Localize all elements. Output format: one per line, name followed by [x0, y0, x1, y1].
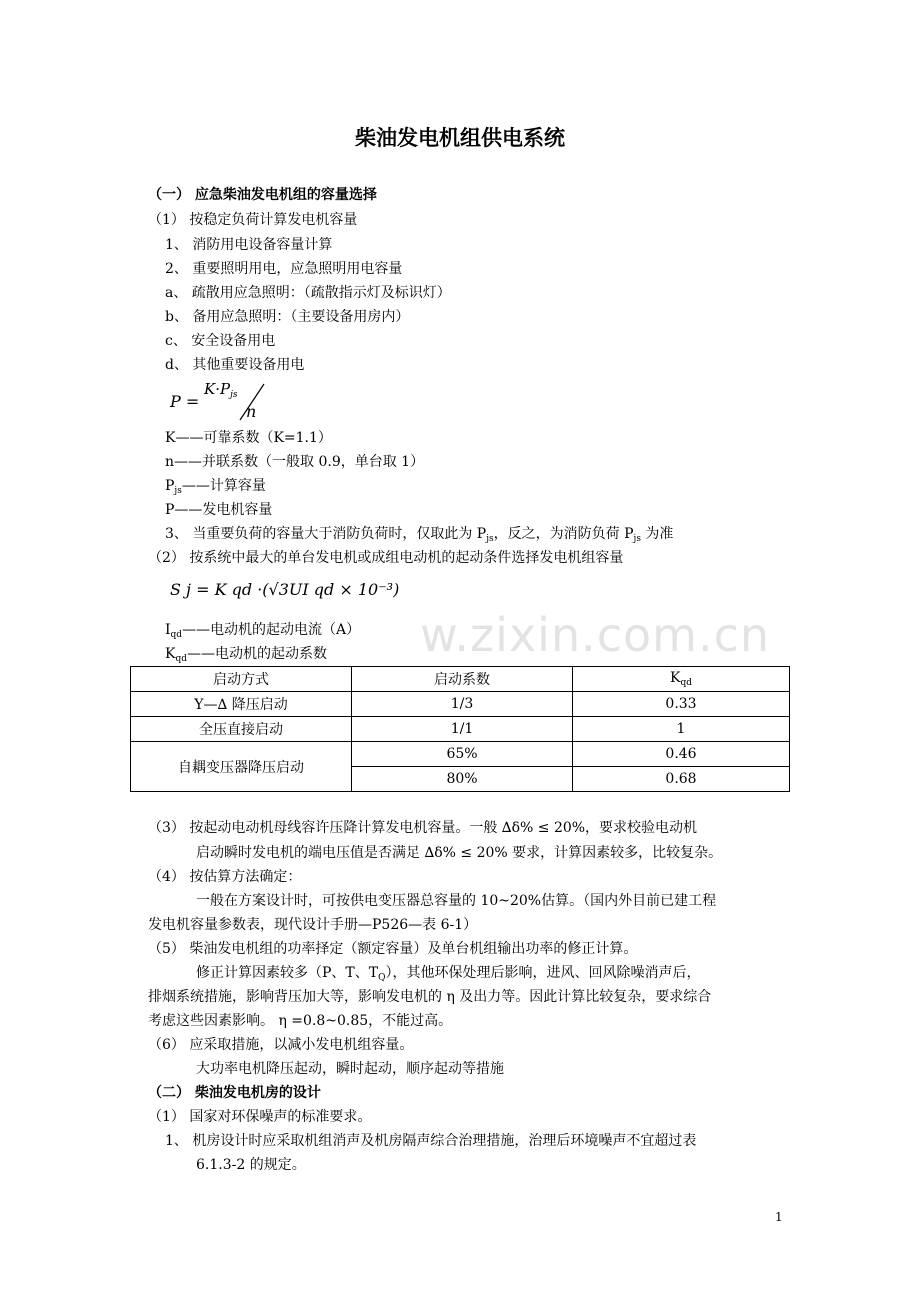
table-cell: 0.46 [573, 742, 790, 767]
item-1: 1、 消防用电设备容量计算 [165, 237, 333, 253]
iqd-definition: $I_{qd}——$电动机的起动电流（A） [165, 622, 361, 640]
table-cell: Y—∆ 降压启动 [131, 692, 352, 717]
section-1-heading: （一） 应急柴油发电机组的容量选择 [148, 187, 377, 203]
section-2-para-1: （1） 国家对环保噪声的标准要求。 [148, 1109, 372, 1125]
table-header-cell: 启动方式 [131, 667, 352, 692]
kqd-definition: $K_{qd}——$电动机的起动系数 [165, 646, 327, 664]
watermark: w.zixin.com.cn [420, 608, 771, 662]
table-cell: 0.33 [573, 692, 790, 717]
para-5-line-2: 排烟系统措施，影响背压加大等，影响发电机的 η 及出力等。因此计算比较复杂，要求综合 [148, 989, 712, 1005]
para-4-line-1: 一般在方案设计时，可按供电变压器总容量的 10~20%估算。（国内外目前已建工程 [196, 893, 717, 909]
table-cell: 1/3 [352, 692, 573, 717]
para-4-line-2: 发电机容量参数表，现代设计手册—P526—表 6-1） [148, 917, 478, 933]
section-2-item-1-line-2: 6.1.3-2 的规定。 [196, 1157, 306, 1173]
formula-start-capacity: S j = K qd ·(√3UI qd × 10⁻³) [170, 580, 400, 599]
p-definition: P——发电机容量 [165, 502, 273, 518]
para-6: （6） 应采取措施，以减小发电机组容量。 [148, 1037, 414, 1053]
para-5: （5） 柴油发电机组的功率择定（额定容量）及单台机组输出功率的修正计算。 [148, 941, 638, 957]
table-cell: 全压直接启动 [131, 717, 352, 742]
item-d: d、 其他重要设备用电 [165, 357, 305, 373]
para-3-line-1: （3） 按起动电动机母线容许压降计算发电机容量。一般 ∆δ% ≤ 20%，要求校验电动机 [148, 820, 698, 836]
item-2: 2、 重要照明用电，应急照明用电容量 [165, 261, 403, 277]
para-4: （4） 按估算方法确定： [148, 869, 302, 885]
item-3: 3、 当重要负荷的容量大于消防负荷时，仅取此为 $P_{js}$，反之，为消防负荷 $P_{js}$ 为准 [165, 526, 674, 544]
formula-power [170, 380, 280, 425]
table-cell: 1/1 [352, 717, 573, 742]
table-row [131, 742, 790, 767]
page-number: 1 [775, 1210, 783, 1224]
pjs-definition: $P_{js}——$计算容量 [165, 478, 266, 496]
item-c: c、 安全设备用电 [165, 333, 276, 349]
item-b: b、 备用应急照明：（主要设备用房内） [165, 309, 410, 325]
para-6-line-1: 大功率电机降压起动，瞬时起动，顺序起动等措施 [196, 1061, 504, 1077]
para-1: （1） 按稳定负荷计算发电机容量 [148, 212, 358, 228]
para-5-line-1: 修正计算因素较多（P、T、$T_Q$），其他环保处理后影响，进风、回风除噪消声后， [196, 965, 701, 983]
table-cell: 80% [352, 767, 573, 792]
formula-lhs: P = [170, 392, 200, 411]
table-header-row [131, 667, 790, 692]
table-cell: 0.68 [573, 767, 790, 792]
table-cell: 65% [352, 742, 573, 767]
table-cell: 1 [573, 717, 790, 742]
item-a: a、 疏散用应急照明：（疏散指示灯及标识灯） [165, 285, 451, 301]
n-definition: n——并联系数（一般取 0.9，单台取 1） [165, 454, 425, 470]
table-header-cell: 启动系数 [352, 667, 573, 692]
formula-numerator-sub: js [230, 390, 238, 400]
para-5-line-3: 考虑这些因素影响。 η =0.8~0.85，不能过高。 [148, 1013, 453, 1029]
formula-denominator: n [246, 402, 257, 421]
section-2-heading: （二） 柴油发电机房的设计 [148, 1085, 321, 1101]
page-title: 柴油发电机组供电系统 [355, 125, 565, 150]
para-2: （2） 按系统中最大的单台发电机或成组电动机的起动条件选择发电机组容量 [148, 550, 624, 566]
k-definition: K——可靠系数（K=1.1） [165, 430, 332, 446]
table-row [131, 692, 790, 717]
section-2-item-1-line-1: 1、 机房设计时应采取机组消声及机房隔声综合治理措施，治理后环境噪声不宜超过表 [165, 1133, 697, 1149]
table-cell: 自耦变压器降压启动 [131, 742, 352, 792]
para-3-line-2: 启动瞬时发电机的端电压值是否满足 ∆δ% ≤ 20% 要求，计算因素较多，比较复杂。 [196, 845, 723, 861]
table-header-cell: $K_{qd}$ [573, 667, 790, 692]
formula-numerator: K·P [204, 380, 231, 398]
table-row [131, 717, 790, 742]
start-coefficient-table [130, 666, 790, 792]
